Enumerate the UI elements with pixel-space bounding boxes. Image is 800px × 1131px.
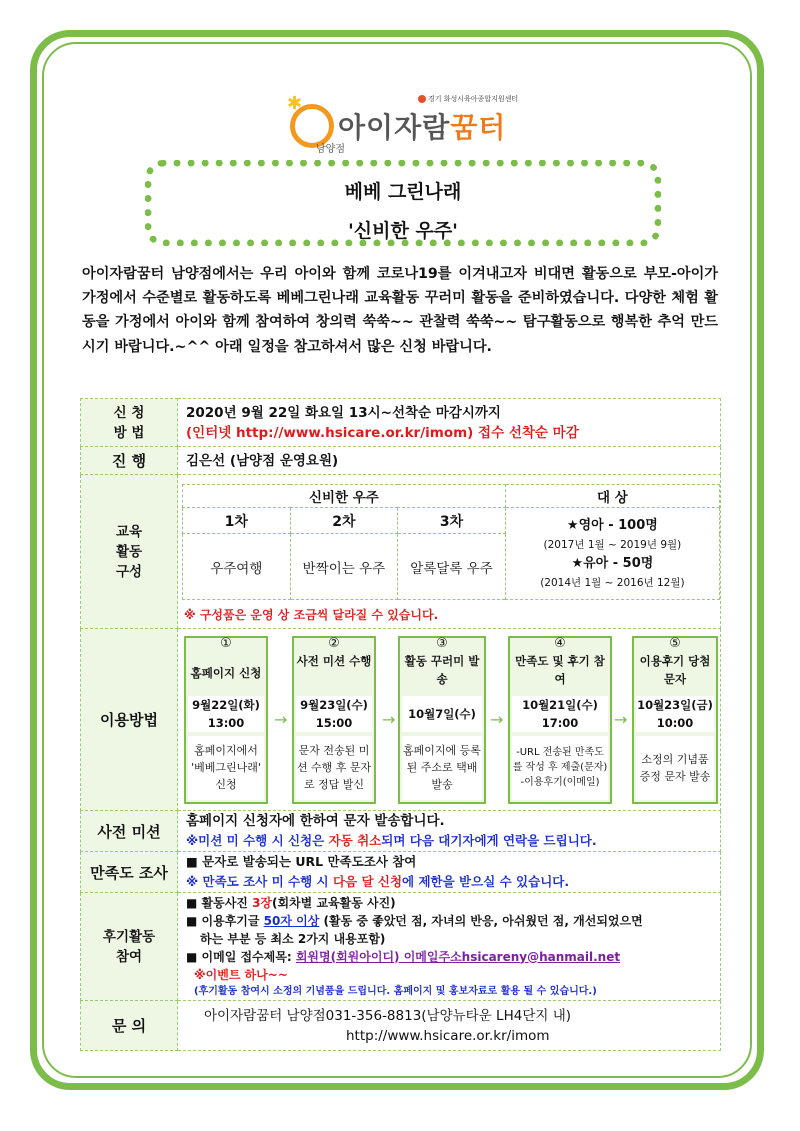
title-line2: '신비한 우주' [347, 220, 459, 242]
review-label: 후기활동 참여 [81, 893, 178, 1001]
target-cell [505, 508, 719, 600]
progress-label: 진 행 [81, 447, 178, 475]
apply-method: (인터넷 http://www.hsicare.or.kr/imom) 접수 선착순 마감 [186, 424, 579, 441]
survey-value: ■ 문자로 발송되는 URL 만족도조사 참여 ※ 만족도 조사 미 수행 시 다음 달 신청에 제한을 받으실 수 있습니다. [178, 852, 721, 893]
intro-paragraph: 아이자람꿈터 남양점에서는 우리 아이와 함께 코로나19를 이겨내고자 비대면 활동으로 부모-아이가 가정에서 수준별로 활동하도록 베베그린나래 교육활동 꾸러미 활동을 준비하였습니다. 다양한 체험 활동을 가정에서 아이와 함께 참여하여 창의력 쑥쑥~~ 관찰력 쑥쑥~~ 탐구활동으로 행복한 추억 만드시기 바랍니다.~^^ 아래 일정을 참고하셔서 많은 신청 바랍니다. [82, 266, 718, 355]
logo-brand [338, 106, 506, 146]
round-1: 1차 [183, 508, 291, 534]
email-link[interactable]: 회원명(회원아이디) 이메일주소hsicareny@hanmail.net [295, 949, 621, 964]
contact-label: 문 의 [81, 1001, 178, 1051]
apply-label: 신 청 방 법 [81, 399, 178, 447]
usage-cell [178, 629, 721, 811]
round-3: 3차 [398, 508, 506, 534]
activity-1: 우주여행 [183, 534, 291, 600]
review-value: ■ 활동사진 3장(회차별 교육활동 사진) ■ 이용후기글 50자 이상 (활동 중 좋았던 점, 자녀의 반응, 아쉬웠던 점, 개선되었으면 하는 부분 등 최소 2가지 내용포함) ■ 이메일 접수제목: 회원명(회원아이디) 이메일주소hsicareny@hanmail.net ※이벤트 하나~~ (후기활동 참여시 소정의 기념품을 드립니다. 홈페이지 및 홍보자료로 활용 될 수 있습니다.) [178, 893, 721, 1001]
step-3: ③ 활동 꾸러미 발송 10월7일(수) 홈페이지에 등록된 주소로 택배 발송 [398, 636, 486, 804]
logo [287, 93, 530, 156]
contact-value: 아이자람꿈터 남양점031-356-8813(남양뉴타운 LH4단지 내) http://www.hsicare.or.kr/imom [178, 1001, 721, 1051]
program-label: 교육 활동 구성 [81, 475, 178, 629]
logo-center-text: 경기 화성시육아종합지원센터 [428, 95, 519, 103]
info-table [80, 398, 721, 1051]
target-child: ★유아 - 50명 [571, 555, 654, 571]
target-infant: ★영아 - 100명 [566, 517, 658, 533]
arrow-right-icon: → [490, 709, 504, 729]
star-icon: ✱ [287, 93, 303, 114]
target-infant-range: (2017년 1월 ~ 2019년 9월) [543, 538, 682, 551]
apply-value [178, 399, 721, 447]
program-note: ※ 구성품은 운영 상 조금씩 달라질 수 있습니다. [184, 608, 439, 622]
target-child-range: (2014년 1월 ~ 2016년 12월) [540, 576, 685, 589]
step-5: ⑤ 이용후기 당첨문자 10월23일(금) 10:00 소정의 기념품 증정 문자 발송 [632, 636, 718, 804]
step-1: ① 홈페이지 신청 9월22일(화) 13:00 홈페이지에서 '베베그린나래' 신청 [184, 636, 268, 804]
logo-brand-b: 꿈터 [450, 111, 507, 144]
title-line1: 베베 그린나래 [344, 181, 462, 203]
center-logo-icon [418, 95, 426, 103]
mission-value: 홈페이지 신청자에 한하여 문자 발송합니다. ※미션 미 수행 시 신청은 자동 취소되며 다음 대기자에게 연락을 드립니다. [178, 811, 721, 852]
title-box [145, 160, 661, 246]
progress-value: 김은선 (남양점 운영요원) [178, 447, 721, 475]
program-table [182, 484, 720, 600]
apply-date: 2020년 9월 22일 화요일 13시~선착순 마감시까지 [186, 404, 501, 421]
survey-label: 만족도 조사 [81, 852, 178, 893]
target-header: 대 상 [505, 485, 719, 508]
contact-url[interactable]: http://www.hsicare.or.kr/imom [346, 1027, 550, 1044]
logo-branch: 남양점 [316, 144, 345, 155]
round-2: 2차 [290, 508, 398, 534]
mission-label: 사전 미션 [81, 811, 178, 852]
arrow-right-icon: → [274, 709, 288, 729]
usage-steps [178, 630, 720, 810]
program-cell [178, 475, 721, 629]
arrow-right-icon: → [382, 709, 396, 729]
theme-header: 신비한 우주 [183, 485, 506, 508]
logo-center [418, 94, 518, 104]
step-2: ② 사전 미션 수행 9월23일(수) 15:00 문자 전송된 미션 수행 후 문자로 정답 발신 [292, 636, 376, 804]
usage-label: 이용방법 [81, 629, 178, 811]
activity-2: 반짝이는 우주 [290, 534, 398, 600]
arrow-right-icon: → [614, 709, 628, 729]
step-4: ④ 만족도 및 후기 참여 10월21일(수) 17:00 -URL 전송된 만족도를 작성 후 제출(문자) -이용후기(이메일) [508, 636, 612, 804]
activity-3: 알록달록 우주 [398, 534, 506, 600]
logo-brand-a: 아이자람 [338, 111, 451, 144]
